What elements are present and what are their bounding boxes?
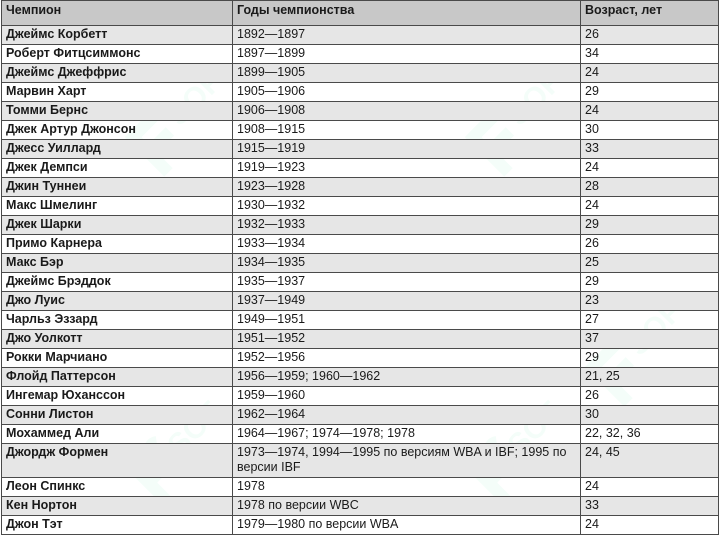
years-cell: 1934—1935 <box>233 254 581 273</box>
table-row <box>2 387 719 406</box>
champion-name-cell: Джордж Формен <box>2 444 233 478</box>
champion-name-cell: Джеймс Корбетт <box>2 26 233 45</box>
table-row <box>2 235 719 254</box>
table-row <box>2 425 719 444</box>
age-cell: 24 <box>581 64 719 83</box>
table-row <box>2 516 719 535</box>
table-row <box>2 216 719 235</box>
years-cell: 1930—1932 <box>233 197 581 216</box>
age-cell: 23 <box>581 292 719 311</box>
table-row <box>2 349 719 368</box>
table-header-row <box>2 1 719 26</box>
age-cell: 24 <box>581 197 719 216</box>
years-cell: 1933—1934 <box>233 235 581 254</box>
table-body <box>2 26 719 535</box>
champion-name-cell: Кен Нортон <box>2 497 233 516</box>
champion-name-cell: Макс Бэр <box>2 254 233 273</box>
years-cell: 1935—1937 <box>233 273 581 292</box>
age-cell: 25 <box>581 254 719 273</box>
years-cell: 1897—1899 <box>233 45 581 64</box>
champion-name-cell: Чарльз Эззард <box>2 311 233 330</box>
table-row <box>2 444 719 478</box>
age-cell: 22, 32, 36 <box>581 425 719 444</box>
age-cell: 26 <box>581 387 719 406</box>
table-row <box>2 159 719 178</box>
table-row <box>2 45 719 64</box>
years-cell: 1915—1919 <box>233 140 581 159</box>
age-cell: 26 <box>581 26 719 45</box>
table-row <box>2 311 719 330</box>
table-row <box>2 273 719 292</box>
champion-name-cell: Джек Артур Джонсон <box>2 121 233 140</box>
years-cell: 1905—1906 <box>233 83 581 102</box>
age-cell: 28 <box>581 178 719 197</box>
age-cell: 27 <box>581 311 719 330</box>
champion-name-cell: Роберт Фитцсиммонс <box>2 45 233 64</box>
years-cell: 1906—1908 <box>233 102 581 121</box>
champion-name-cell: Джо Уолкотт <box>2 330 233 349</box>
years-cell: 1973—1974, 1994—1995 по версиям WBA и IBF; 1995 по версии IBF <box>233 444 581 478</box>
years-cell: 1923—1928 <box>233 178 581 197</box>
table-row <box>2 140 719 159</box>
age-cell: 29 <box>581 273 719 292</box>
header-age: Возраст, лет <box>581 1 719 26</box>
champion-name-cell: Джек Демпси <box>2 159 233 178</box>
years-cell: 1951—1952 <box>233 330 581 349</box>
table-row <box>2 406 719 425</box>
champion-name-cell: Марвин Харт <box>2 83 233 102</box>
years-cell: 1919—1923 <box>233 159 581 178</box>
years-cell: 1932—1933 <box>233 216 581 235</box>
table-row <box>2 478 719 497</box>
champion-name-cell: Мохаммед Али <box>2 425 233 444</box>
header-years: Годы чемпионства <box>233 1 581 26</box>
years-cell: 1964—1967; 1974—1978; 1978 <box>233 425 581 444</box>
age-cell: 24 <box>581 478 719 497</box>
champion-name-cell: Леон Спинкс <box>2 478 233 497</box>
header-champion: Чемпион <box>2 1 233 26</box>
champion-name-cell: Сонни Листон <box>2 406 233 425</box>
age-cell: 21, 25 <box>581 368 719 387</box>
age-cell: 24 <box>581 516 719 535</box>
table-row <box>2 102 719 121</box>
champion-name-cell: Рокки Марчиано <box>2 349 233 368</box>
champion-name-cell: Макс Шмелинг <box>2 197 233 216</box>
table-row <box>2 178 719 197</box>
champions-table <box>1 0 719 535</box>
table-row <box>2 292 719 311</box>
champion-name-cell: Джеймс Брэддок <box>2 273 233 292</box>
years-cell: 1899—1905 <box>233 64 581 83</box>
table-row <box>2 330 719 349</box>
years-cell: 1979—1980 по версии WBA <box>233 516 581 535</box>
champion-name-cell: Примо Карнера <box>2 235 233 254</box>
age-cell: 33 <box>581 140 719 159</box>
table-row <box>2 121 719 140</box>
age-cell: 29 <box>581 349 719 368</box>
years-cell: 1978 по версии WBC <box>233 497 581 516</box>
champion-name-cell: Томми Бернс <box>2 102 233 121</box>
champion-name-cell: Флойд Паттерсон <box>2 368 233 387</box>
years-cell: 1937—1949 <box>233 292 581 311</box>
champion-name-cell: Джин Туннеи <box>2 178 233 197</box>
champion-name-cell: Джон Тэт <box>2 516 233 535</box>
age-cell: 29 <box>581 216 719 235</box>
years-cell: 1978 <box>233 478 581 497</box>
years-cell: 1892—1897 <box>233 26 581 45</box>
years-cell: 1949—1951 <box>233 311 581 330</box>
years-cell: 1956—1959; 1960—1962 <box>233 368 581 387</box>
table-row <box>2 254 719 273</box>
age-cell: 37 <box>581 330 719 349</box>
age-cell: 24 <box>581 102 719 121</box>
table-row <box>2 368 719 387</box>
age-cell: 34 <box>581 45 719 64</box>
age-cell: 24, 45 <box>581 444 719 478</box>
age-cell: 30 <box>581 121 719 140</box>
champion-name-cell: Джесс Уиллард <box>2 140 233 159</box>
years-cell: 1908—1915 <box>233 121 581 140</box>
age-cell: 30 <box>581 406 719 425</box>
table-row <box>2 64 719 83</box>
table-row <box>2 26 719 45</box>
age-cell: 24 <box>581 159 719 178</box>
age-cell: 33 <box>581 497 719 516</box>
age-cell: 29 <box>581 83 719 102</box>
years-cell: 1959—1960 <box>233 387 581 406</box>
table-row <box>2 497 719 516</box>
years-cell: 1962—1964 <box>233 406 581 425</box>
years-cell: 1952—1956 <box>233 349 581 368</box>
age-cell: 26 <box>581 235 719 254</box>
table-row <box>2 83 719 102</box>
champion-name-cell: Джек Шарки <box>2 216 233 235</box>
champion-name-cell: Джеймс Джеффрис <box>2 64 233 83</box>
champion-name-cell: Ингемар Юханссон <box>2 387 233 406</box>
champion-name-cell: Джо Луис <box>2 292 233 311</box>
table-row <box>2 197 719 216</box>
